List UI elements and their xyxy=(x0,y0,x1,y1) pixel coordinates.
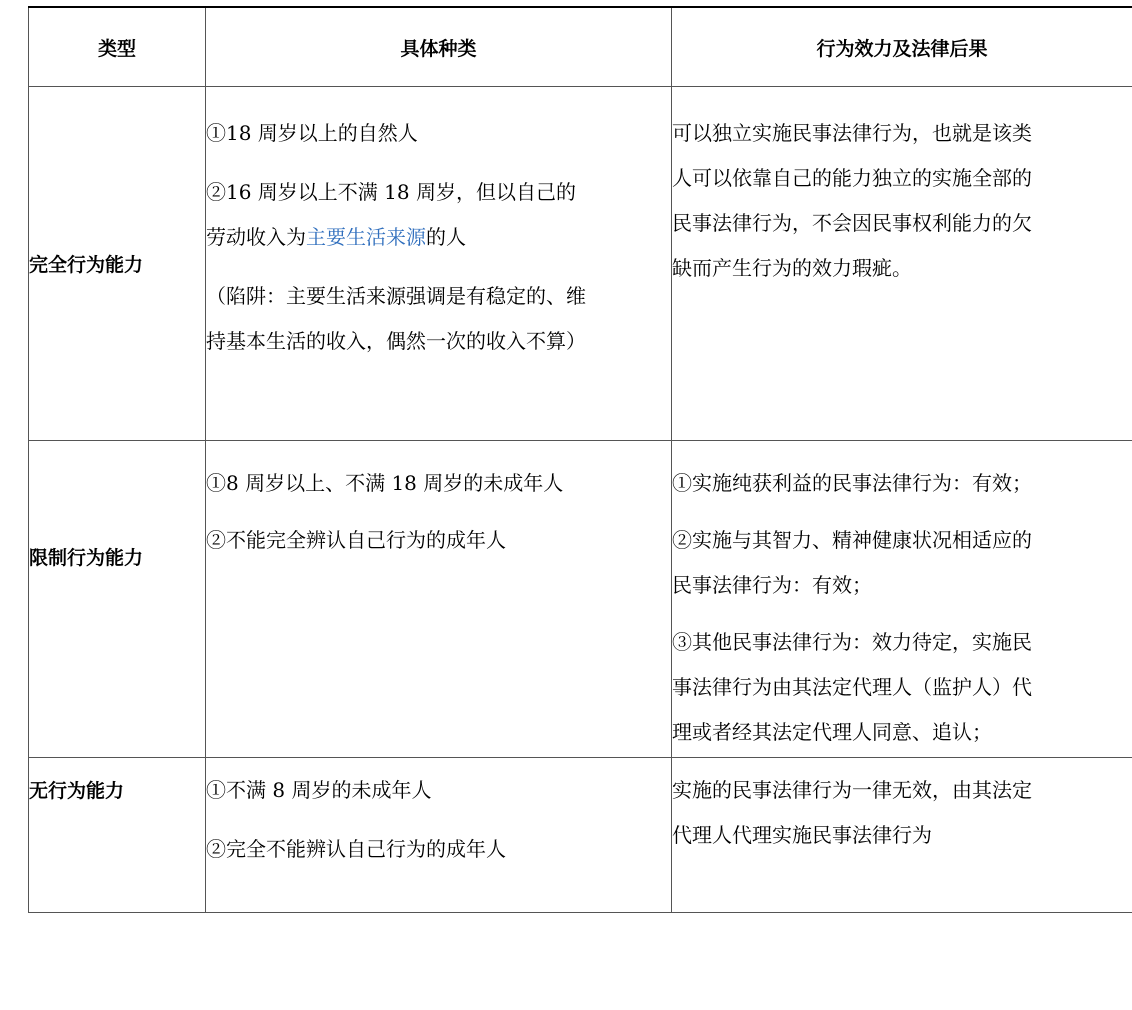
kinds-line: ①18 周岁以上的自然人 xyxy=(206,121,418,145)
effect-cell xyxy=(672,441,1132,758)
effect-line: ②实施与其智力、精神健康状况相适应的 xyxy=(672,528,1032,552)
main-income-link[interactable]: 主要生活来源 xyxy=(306,225,426,249)
effect-cell xyxy=(672,758,1132,913)
kinds-cell xyxy=(206,758,672,913)
effect-line: 实施的民事法律行为一律无效，由其法定 xyxy=(672,778,1032,802)
type-cell: 完全行为能力 xyxy=(29,87,206,441)
header-type: 类型 xyxy=(29,7,206,87)
kinds-text: 的人 xyxy=(426,225,466,249)
header-row xyxy=(29,7,1132,87)
header-effect: 行为效力及法律后果 xyxy=(672,7,1132,87)
effect-line: 人可以依靠自己的能力独立的实施全部的 xyxy=(672,166,1032,190)
kinds-line: 持基本生活的收入，偶然一次的收入不算） xyxy=(206,329,586,353)
effect-line: 理或者经其法定代理人同意、追认； xyxy=(672,720,992,744)
type-label: 无行为能力 xyxy=(29,780,125,802)
effect-cell xyxy=(672,87,1132,441)
table-row xyxy=(29,87,1132,441)
kinds-line: ②不能完全辨认自己行为的成年人 xyxy=(206,528,506,552)
effect-line: 民事法律行为：有效； xyxy=(672,573,872,597)
kinds-line: （陷阱：主要生活来源强调是有稳定的、维 xyxy=(206,284,586,308)
kinds-line: ②完全不能辨认自己行为的成年人 xyxy=(206,837,506,861)
header-kinds: 具体种类 xyxy=(206,7,672,87)
kinds-line: ②16 周岁以上不满 18 周岁，但以自己的 xyxy=(206,180,576,204)
effect-line: 事法律行为由其法定代理人（监护人）代 xyxy=(672,675,1032,699)
kinds-cell xyxy=(206,87,672,441)
kinds-text: 劳动收入为 xyxy=(206,225,306,249)
capacity-table xyxy=(28,6,1132,913)
table-row xyxy=(29,441,1132,758)
effect-line: 缺而产生行为的效力瑕疵。 xyxy=(672,256,912,280)
effect-line: ③其他民事法律行为：效力待定，实施民 xyxy=(672,630,1032,654)
effect-line: 代理人代理实施民事法律行为 xyxy=(672,823,932,847)
effect-line: 民事法律行为，不会因民事权利能力的欠 xyxy=(672,211,1032,235)
kinds-line: ①不满 8 周岁的未成年人 xyxy=(206,778,432,802)
kinds-line xyxy=(206,215,671,260)
type-label: 限制行为能力 xyxy=(29,547,144,569)
type-cell xyxy=(29,441,206,758)
effect-line: ①实施纯获利益的民事法律行为：有效； xyxy=(672,471,1032,495)
effect-line: 可以独立实施民事法律行为，也就是该类 xyxy=(672,121,1032,145)
table-row xyxy=(29,758,1132,913)
kinds-line: ①8 周岁以上、不满 18 周岁的未成年人 xyxy=(206,471,564,495)
kinds-cell xyxy=(206,441,672,758)
type-cell xyxy=(29,758,206,913)
